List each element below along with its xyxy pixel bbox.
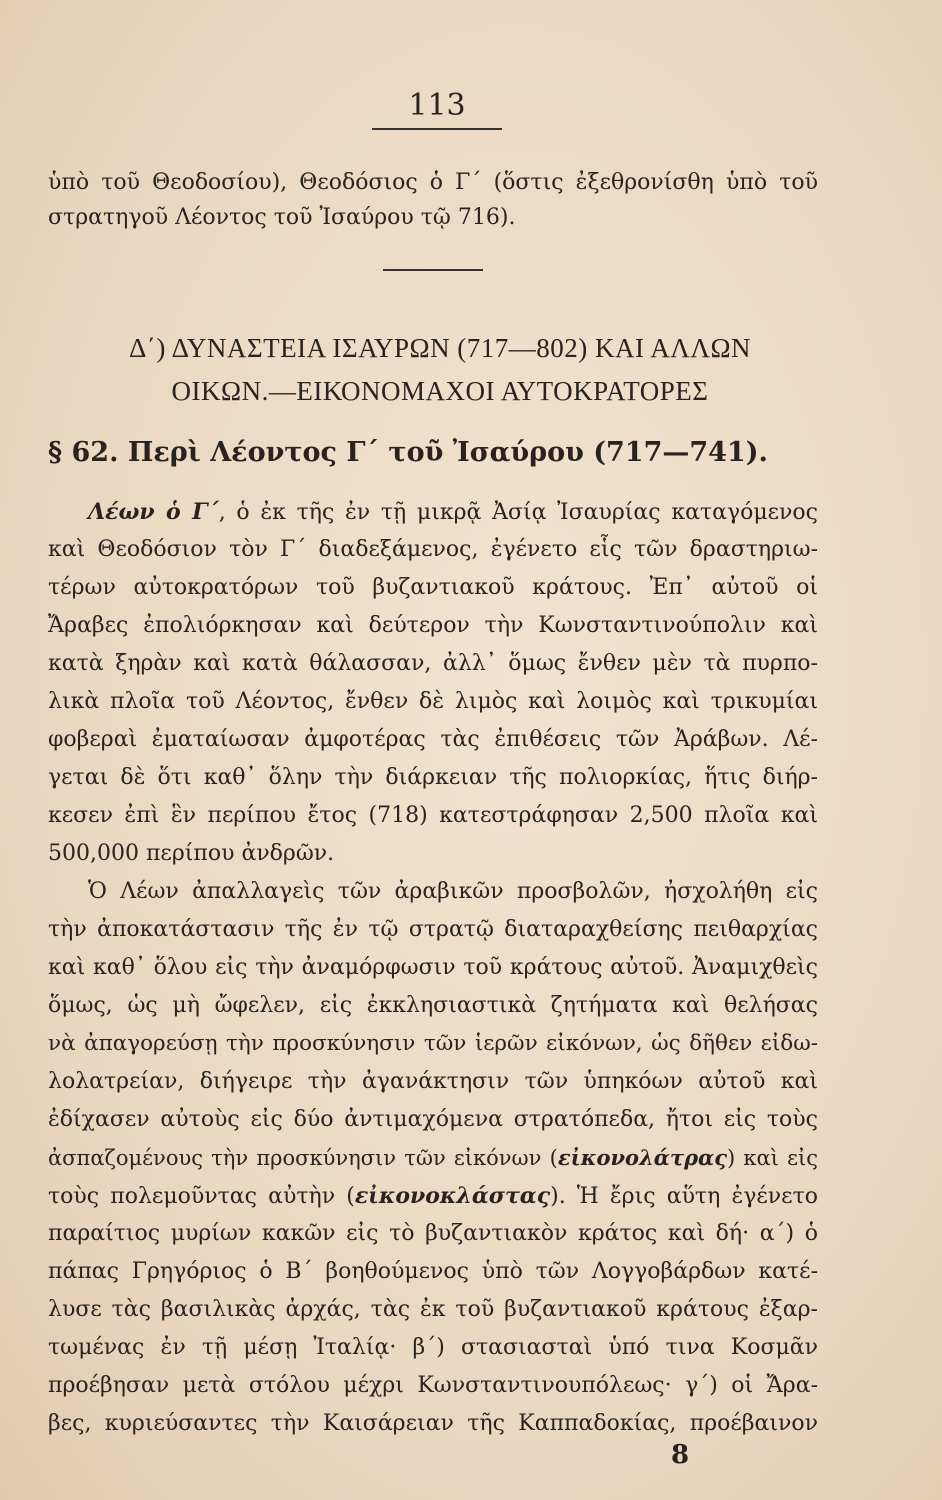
paragraph2-line-9-text: τοὺς πολεμοῦντας αὐτὴν ( [48, 1184, 355, 1209]
paragraph2-line-2: τὴν ἀποκατάστασιν τῆς ἐν τῷ στρατῷ διαταραχθείσης πειθαρχίας [48, 917, 818, 942]
chapter-heading-line-2: ΟΙΚΩΝ.—ΕΙΚΟΝΟΜΑΧΟΙ ΑΥΤΟΚΡΑΤΟΡΕΣ [171, 376, 709, 406]
paragraph2-line-15: βες, κυριεύσαντες τὴν Καισάρειαν τῆς Καππαδοκίας, προέβαινον [48, 1411, 818, 1436]
paragraph2-line-5: νὰ ἀπαγορεύσῃ τὴν προσκύνησιν τῶν ἱερῶν εἰκόνων, ὡς δῆθεν εἰδω- [48, 1031, 818, 1056]
section-divider [383, 269, 483, 271]
signature-mark: 8 [670, 1440, 690, 1470]
page-number-rule [372, 128, 502, 130]
paragraph2-line-8-tail: ) καὶ εἰς [727, 1146, 818, 1170]
term-iconoclasts: εἰκονοκλάστας [354, 1183, 551, 1209]
paragraph2-line-8 [48, 1143, 818, 1173]
emperor-name: Λέων ὁ Γ΄ [88, 499, 219, 525]
paragraph2-line-1: Ὁ Λέων ἀπαλλαγεὶς τῶν ἀραβικῶν προσβολῶν, ἠσχολήθη εἰς [88, 879, 818, 904]
paragraph1-line-1-text: , ὁ ἐκ τῆς ἐν τῇ μικρᾷ Ἀσίᾳ Ἰσαυρίας καταγόμενος [218, 500, 818, 525]
paragraph2-line-12: λυσε τὰς βασιλικὰς ἀρχάς, τὰς ἐκ τοῦ βυζαντιακοῦ κράτους ἐξαρ- [48, 1297, 818, 1322]
paragraph1-line-7: φοβεραὶ ἐματαίωσαν ἀμφοτέρας τὰς ἐπιθέσεις τῶν Ἀράβων. Λέ- [48, 727, 818, 752]
paragraph1-line-9: κεσεν ἐπὶ ἓν περίπου ἔτος (718) κατεστράφησαν 2,500 πλοῖα καὶ [48, 803, 818, 828]
intro-line-2: στρατηγοῦ Λέοντος τοῦ Ἰσαύρου τῷ 716). [48, 205, 516, 230]
paragraph2-line-7: ἐδίχασεν αὐτοὺς εἰς δύο ἀντιμαχόμενα στρατόπεδα, ἤτοι εἰς τοὺς [48, 1107, 818, 1132]
paragraph2-line-11: πάπας Γρηγόριος ὁ Β΄ βοηθούμενος ὑπὸ τῶν Λογγοβάρδων κατέ- [48, 1259, 818, 1284]
paragraph1-line-3: τέρων αὐτοκρατόρων τοῦ βυζαντιακοῦ κράτους. Ἐπ᾽ αὐτοῦ οἱ [48, 575, 818, 600]
paragraph1-line-6: λικὰ πλοῖα τοῦ Λέοντος, ἔνθεν δὲ λιμὸς καὶ λοιμὸς καὶ τρικυμίαι [48, 689, 818, 714]
intro-line-1: ὑπὸ τοῦ Θεοδοσίου), Θεοδόσιος ὁ Γ΄ (ὅστις ἐξεθρονίσθη ὑπὸ τοῦ [48, 170, 818, 195]
paragraph2-line-10: παραίτιος μυρίων κακῶν εἰς τὸ βυζαντιακὸν κράτος καὶ δή· α΄) ὁ [48, 1221, 818, 1246]
paragraph1-line-2: καὶ Θεοδόσιον τὸν Γ΄ διαδεξάμενος, ἐγένετο εἷς τῶν δραστηριω- [48, 537, 818, 562]
paragraph1-line-5: κατὰ ξηρὰν καὶ κατὰ θάλασσαν, ἀλλ᾽ ὅμως ἔνθεν μὲν τὰ πυρπο- [48, 651, 818, 676]
paragraph2-line-13: τωμένας ἐν τῇ μέσῃ Ἰταλίᾳ· β΄) στασιασταὶ ὑπό τινα Κοσμᾶν [48, 1335, 818, 1360]
paragraph1-line-10: 500,000 περίπου ἀνδρῶν. [48, 841, 335, 866]
paragraph2-line-4: ὅμως, ὡς μὴ ὤφελεν, εἰς ἐκκλησιαστικὰ ζητήματα καὶ θελήσας [48, 993, 818, 1018]
section-heading: § 62. Περὶ Λέοντος Γ΄ τοῦ Ἰσαύρου (717—741). [48, 437, 768, 468]
paragraph2-line-9-tail: ). Ἡ ἔρις αὕτη ἐγένετο [550, 1184, 818, 1209]
paragraph2-line-8-text: ἀσπαζομένους τὴν προσκύνησιν τῶν εἰκόνων ( [48, 1146, 558, 1170]
term-iconolaters: εἰκονολάτρας [557, 1145, 727, 1170]
paragraph1-line-4: Ἄραβες ἐπολιόρκησαν καὶ δεύτερον τὴν Κωνσταντινούπολιν καὶ [48, 613, 818, 638]
paragraph2-line-6: λολατρείαν, διήγειρε τὴν ἀγανάκτησιν τῶν ὑπηκόων αὐτοῦ καὶ [48, 1069, 818, 1094]
paragraph2-line-3: καὶ καθ᾽ ὅλου εἰς τὴν ἀναμόρφωσιν τοῦ κράτους αὐτοῦ. Ἀναμιχθεὶς [48, 955, 818, 980]
paragraph1-line-8: γεται δὲ ὅτι καθ᾽ ὅλην τὴν διάρκειαν τῆς πολιορκίας, ἥτις διήρ- [48, 765, 818, 790]
paragraph2-line-9 [48, 1181, 818, 1212]
paragraph1-line-1 [88, 497, 818, 528]
page-number: 113 [408, 88, 466, 123]
chapter-heading-line-1: Δ΄) ΔΥΝΑΣΤΕΙΑ ΙΣΑΥΡΩΝ (717—802) ΚΑΙ ΑΛΛΩΝ [128, 333, 752, 363]
paragraph2-line-14: προέβησαν μετὰ στόλου μέχρι Κωνσταντινουπόλεως· γ΄) οἱ Ἄρα- [48, 1373, 818, 1398]
